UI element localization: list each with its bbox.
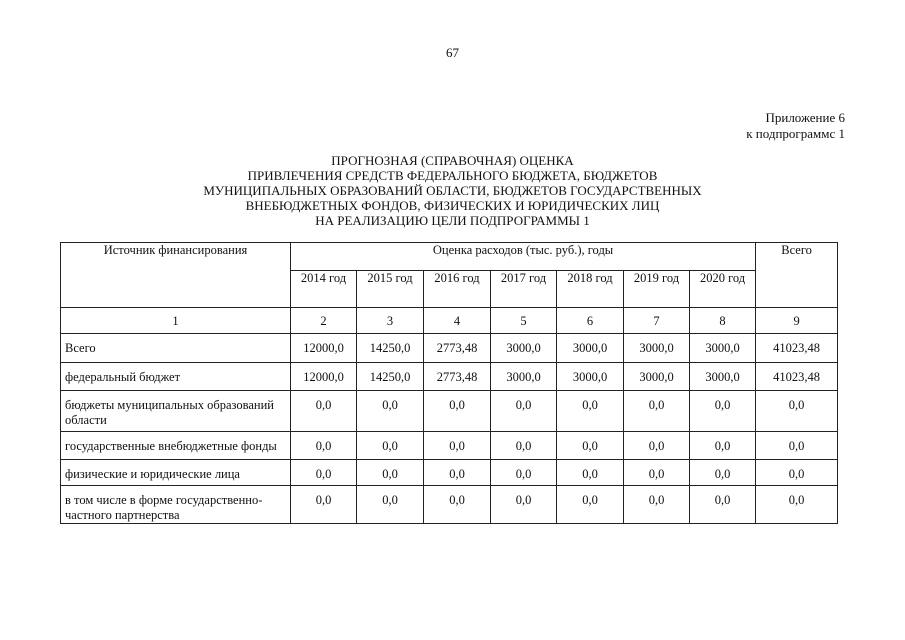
cell-value: 0,0 — [424, 460, 491, 486]
table-row — [61, 432, 838, 460]
column-number: 9 — [756, 308, 838, 334]
appendix-reference — [746, 110, 845, 142]
column-number: 7 — [624, 308, 690, 334]
column-number: 5 — [491, 308, 557, 334]
cell-value: 12000,0 — [291, 334, 357, 363]
cell-value: 0,0 — [491, 486, 557, 524]
cell-total: 41023,48 — [756, 334, 838, 363]
table-row — [61, 334, 838, 363]
column-number: 4 — [424, 308, 491, 334]
table-row — [61, 486, 838, 524]
cell-total: 0,0 — [756, 432, 838, 460]
cell-total: 0,0 — [756, 486, 838, 524]
table-row — [61, 391, 838, 432]
cell-value: 3000,0 — [624, 334, 690, 363]
title-line: МУНИЦИПАЛЬНЫХ ОБРАЗОВАНИЙ ОБЛАСТИ, БЮДЖЕТОВ ГОСУДАРСТВЕННЫХ — [203, 183, 702, 198]
header-source: Источник финансирования — [61, 243, 291, 308]
cell-value: 0,0 — [424, 391, 491, 432]
row-source: Всего — [61, 334, 291, 363]
cell-value: 3000,0 — [491, 334, 557, 363]
header-total: Всего — [756, 243, 838, 308]
header-year: 2019 год — [624, 271, 690, 308]
cell-value: 0,0 — [357, 391, 424, 432]
cell-value: 3000,0 — [690, 334, 756, 363]
cell-value: 0,0 — [491, 460, 557, 486]
column-number: 8 — [690, 308, 756, 334]
cell-value: 0,0 — [690, 432, 756, 460]
cell-value: 0,0 — [357, 432, 424, 460]
appendix-line-1: Приложение 6 — [765, 110, 845, 125]
cell-value: 2773,48 — [424, 334, 491, 363]
column-number: 6 — [557, 308, 624, 334]
cell-value: 0,0 — [357, 460, 424, 486]
cell-value: 0,0 — [557, 432, 624, 460]
cell-value: 0,0 — [424, 486, 491, 524]
cell-value: 14250,0 — [357, 363, 424, 391]
cell-value: 0,0 — [690, 486, 756, 524]
cell-value: 0,0 — [690, 391, 756, 432]
row-source: в том числе в форме государственно-частного партнерства — [61, 486, 291, 524]
row-source: федеральный бюджет — [61, 363, 291, 391]
cell-value: 3000,0 — [557, 334, 624, 363]
cell-value: 3000,0 — [557, 363, 624, 391]
cell-value: 0,0 — [291, 432, 357, 460]
page-number: 67 — [446, 45, 459, 60]
cell-value: 12000,0 — [291, 363, 357, 391]
cell-total: 41023,48 — [756, 363, 838, 391]
cell-value: 0,0 — [491, 432, 557, 460]
cell-value: 0,0 — [291, 486, 357, 524]
cell-value: 0,0 — [557, 460, 624, 486]
header-row — [61, 243, 838, 271]
cell-value: 0,0 — [491, 391, 557, 432]
cell-value: 0,0 — [624, 391, 690, 432]
header-estimate: Оценка расходов (тыс. руб.), годы — [291, 243, 756, 271]
header-year: 2014 год — [291, 271, 357, 308]
cell-value: 0,0 — [424, 432, 491, 460]
cell-total: 0,0 — [756, 460, 838, 486]
title-line: ВНЕБЮДЖЕТНЫХ ФОНДОВ, ФИЗИЧЕСКИХ И ЮРИДИЧЕСКИХ ЛИЦ — [245, 198, 660, 213]
cell-value: 3000,0 — [624, 363, 690, 391]
cell-total: 0,0 — [756, 391, 838, 432]
cell-value: 0,0 — [291, 460, 357, 486]
table-row — [61, 363, 838, 391]
financing-table — [60, 242, 838, 524]
cell-value: 3000,0 — [690, 363, 756, 391]
header-year: 2015 год — [357, 271, 424, 308]
row-source: государственные внебюджетные фонды — [61, 432, 291, 460]
cell-value: 0,0 — [624, 432, 690, 460]
cell-value: 2773,48 — [424, 363, 491, 391]
title-line: НА РЕАЛИЗАЦИЮ ЦЕЛИ ПОДПРОГРАММЫ 1 — [315, 213, 590, 228]
cell-value: 0,0 — [624, 486, 690, 524]
column-number: 2 — [291, 308, 357, 334]
cell-value: 0,0 — [557, 391, 624, 432]
cell-value: 0,0 — [624, 460, 690, 486]
column-number: 1 — [61, 308, 291, 334]
header-year: 2018 год — [557, 271, 624, 308]
document-title — [0, 153, 905, 228]
header-year: 2020 год — [690, 271, 756, 308]
title-line: ПРОГНОЗНАЯ (СПРАВОЧНАЯ) ОЦЕНКА — [331, 153, 574, 168]
table-row — [61, 460, 838, 486]
header-year: 2016 год — [424, 271, 491, 308]
title-line: ПРИВЛЕЧЕНИЯ СРЕДСТВ ФЕДЕРАЛЬНОГО БЮДЖЕТА, БЮДЖЕТОВ — [247, 168, 658, 183]
cell-value: 14250,0 — [357, 334, 424, 363]
appendix-line-2: к подпрограммс 1 — [746, 126, 845, 141]
cell-value: 0,0 — [291, 391, 357, 432]
cell-value: 0,0 — [557, 486, 624, 524]
header-year: 2017 год — [491, 271, 557, 308]
cell-value: 0,0 — [690, 460, 756, 486]
column-number: 3 — [357, 308, 424, 334]
cell-value: 3000,0 — [491, 363, 557, 391]
cell-value: 0,0 — [357, 486, 424, 524]
column-number-row — [61, 308, 838, 334]
row-source: физические и юридические лица — [61, 460, 291, 486]
row-source: бюджеты муниципальных образований области — [61, 391, 291, 432]
